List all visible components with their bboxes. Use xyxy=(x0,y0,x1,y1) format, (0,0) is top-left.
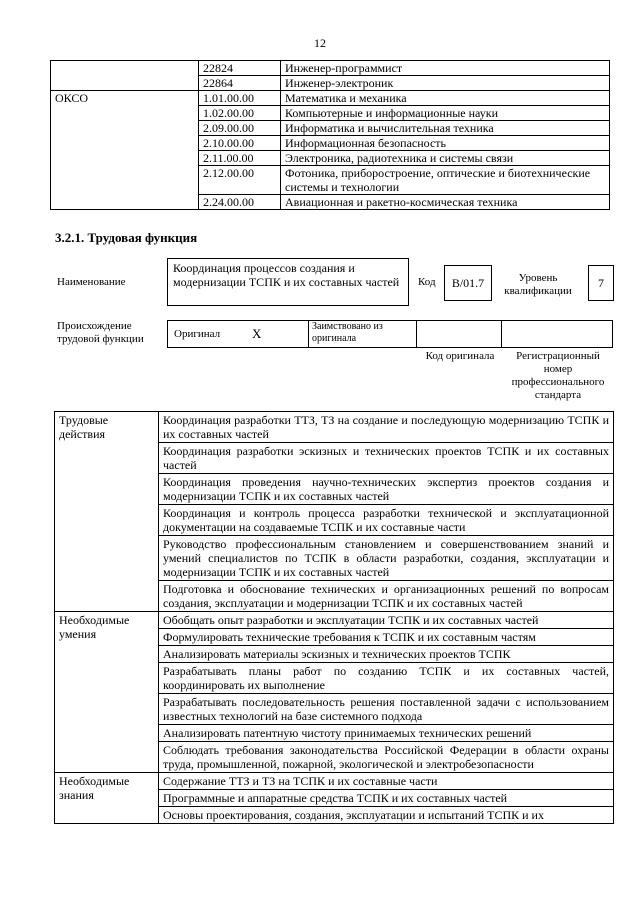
table-row xyxy=(55,612,614,629)
name-cell: Информационная безопасность xyxy=(281,136,610,151)
category-cell: Необходимые знания xyxy=(55,773,159,824)
list-item: Разрабатывать последовательность решения поставленной задачи с использованием известных технологий на базе системного подхода xyxy=(159,694,614,725)
table-row xyxy=(51,61,610,76)
name-cell: Математика и механика xyxy=(281,91,610,106)
page-number: 12 xyxy=(314,36,326,50)
table-row xyxy=(55,773,614,790)
list-item: Анализировать патентную чистоту принимаемых технических решений xyxy=(159,725,614,742)
name-cell: Инженер-электроник xyxy=(281,76,610,91)
original-label: Оригинал xyxy=(174,328,221,340)
original-cell xyxy=(168,321,309,347)
list-item: Координация разработки эскизных и технических проектов ТСПК и их составных частей xyxy=(159,443,614,474)
name-label: Наименование xyxy=(57,276,126,288)
code-value: B/01.7 xyxy=(451,276,485,290)
name-box xyxy=(167,258,409,306)
codes-table xyxy=(50,60,610,210)
name-cell: Авиационная и ракетно-космическая техника xyxy=(281,195,610,210)
list-item: Разрабатывать планы работ по созданию ТСПК и их составных частей, координировать их выполнение xyxy=(159,663,614,694)
code-cell: 2.11.00.00 xyxy=(199,151,281,166)
group-cell xyxy=(51,61,199,91)
code-original-cell xyxy=(416,321,502,347)
list-item: Соблюдать требования законодательства Российской Федерации в области охраны труда, промышленной, пожарной, экологической и электробезопасности xyxy=(159,742,614,773)
code-cell: 2.09.00.00 xyxy=(199,121,281,136)
list-item: Основы проектирования, создания, эксплуатации и испытаний ТСПК и их xyxy=(159,807,614,824)
code-cell: 1.01.00.00 xyxy=(199,91,281,106)
borrowed-label: Заимствовано из оригинала xyxy=(312,321,383,344)
main-table xyxy=(54,411,614,824)
name-cell: Информатика и вычислительная техника xyxy=(281,121,610,136)
name-cell: Компьютерные и информационные науки xyxy=(281,106,610,121)
code-cell: 22864 xyxy=(199,76,281,91)
name-cell: Инженер-программист xyxy=(281,61,610,76)
original-mark: X xyxy=(252,326,262,341)
code-cell: 2.24.00.00 xyxy=(199,195,281,210)
name-cell: Фотоника, приборостроение, оптические и биотехнические системы и технологии xyxy=(281,166,610,195)
list-item: Анализировать материалы эскизных и технических проектов ТСПК xyxy=(159,646,614,663)
list-item: Координация разработки ТТЗ, ТЗ на создание и последующую модернизацию ТСПК и их составных частей xyxy=(159,412,614,443)
code-box xyxy=(444,265,492,301)
list-item: Координация и контроль процесса разработки технической и эксплуатационной документации на создаваемые ТСПК и их составные части xyxy=(159,505,614,536)
code-cell: 1.02.00.00 xyxy=(199,106,281,121)
section-title: 3.2.1. Трудовая функция xyxy=(55,230,198,245)
list-item: Программные и аппаратные средства ТСПК и их составных частей xyxy=(159,790,614,807)
code-cell: 2.12.00.00 xyxy=(199,166,281,195)
code-cell: 2.10.00.00 xyxy=(199,136,281,151)
code-label: Код xyxy=(418,276,436,288)
reg-number-label: Регистрационный номер профессионального стандарта xyxy=(511,350,605,401)
origin-row xyxy=(167,320,613,348)
group-cell: ОКСО xyxy=(51,91,199,210)
list-item: Подготовка и обоснование технических и организационных решений по вопросам создания, эксплуатации и модернизации ТСПК и их составных частей xyxy=(159,581,614,612)
code-original-label: Код оригинала xyxy=(425,350,495,362)
table-row xyxy=(51,91,610,106)
level-value: 7 xyxy=(598,276,604,290)
list-item: Формулировать технические требования к ТСПК и их составным частям xyxy=(159,629,614,646)
level-box xyxy=(588,265,614,301)
level-label: Уровень квалификации xyxy=(504,272,572,297)
category-cell: Необходимые умения xyxy=(55,612,159,773)
list-item: Координация проведения научно-технических экспертиз проектов создания и модернизации ТСПК и их составных частей xyxy=(159,474,614,505)
category-cell: Трудовые действия xyxy=(55,412,159,612)
table-row xyxy=(55,412,614,443)
list-item: Обобщать опыт разработки и эксплуатации ТСПК и их составных частей xyxy=(159,612,614,629)
list-item: Содержание ТТЗ и ТЗ на ТСПК и их составные части xyxy=(159,773,614,790)
code-cell: 22824 xyxy=(199,61,281,76)
name-value: Координация процессов создания и модернизации ТСПК и их составных частей xyxy=(173,261,400,289)
name-cell: Электроника, радиотехника и системы связи xyxy=(281,151,610,166)
origin-label: Происхождение трудовой функции xyxy=(57,320,144,345)
list-item: Руководство профессиональным становлением и совершенствованием знаний и умений специалистов по ТСПК в области разработки, создания, эксплуатации и модернизации ТСПК и их составных частей xyxy=(159,536,614,581)
